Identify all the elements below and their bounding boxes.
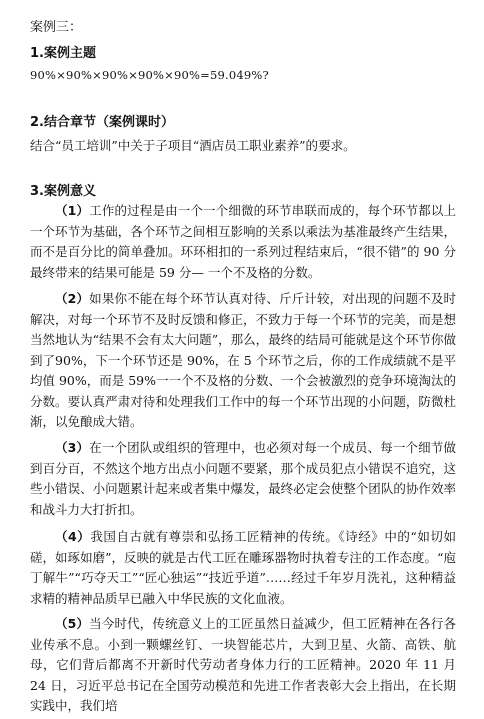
section-heading-chapter: 2.结合章节（案例课时）	[30, 115, 174, 130]
chapter-requirement-text: 结合“员工培训”中关于子项目“酒店员工职业素养”的要求。	[30, 138, 356, 153]
section-heading-theme: 1.案例主题	[30, 46, 96, 61]
paragraph-number: （2）	[55, 291, 90, 306]
paragraph-number: （5）	[55, 616, 90, 631]
formula-text: 90%×90%×90%×90%×90%=59.049%?	[30, 68, 269, 82]
paragraph-text: 我国自古就有尊崇和弘扬工匠精神的传统。《诗经》中的“如切如磋，如琢如磨”，反映的就是古代工匠在雕琢器物时执着专注的工作态度。“庖丁解牛”“巧夺天工”“匠心独运”“技近乎道”……经过千年岁月洗礼，这种精益求精的精神品质早已融入中华民族的文化血液。	[30, 529, 456, 606]
case-title: 案例三：	[30, 20, 83, 35]
paragraph-1	[30, 201, 456, 283]
paragraph-text: 如果你不能在每个环节认真对待、斤斤计较，对出现的问题不及时解决，对每一个环节不及时反馈和修正，不致力于每一个环节的完美，而是想当然地认为“结果不会有太大问题”，那么，最终的结局可能就是这个环节你做到了90%，下一个环节还是 90%，在 5 个环节之后，你的工作成绩就不是平均值 90%，而是 59%一一个不及格的分数、一个会被激烈的竞争环境淘汰的分数。要认真严肃对待和处理我们工作中的每一个环节出现的小问题，防微杜渐，以免酿成大错。	[30, 291, 457, 429]
paragraph-4	[30, 527, 456, 609]
paragraph-text: 在一个团队或组织的管理中，也必须对每一个成员、每一个细节做到百分百，不然这个地方出点小问题不要紧，那个成员犯点小错误不追究，这些小错误、小问题累计起来或者集中爆发，最终必定会使整个团队的协作效率和战斗力大打折扣。	[30, 440, 456, 517]
paragraph-number: （3）	[55, 440, 90, 455]
paragraph-number: （1）	[55, 203, 90, 218]
section-heading-significance: 3.案例意义	[30, 184, 96, 199]
paragraph-2	[30, 289, 456, 433]
paragraph-text: 工作的过程是由一个一个细微的环节串联而成的，每个环节都以上一个环节为基础，各个环节之间相互影响的关系以乘法为基准最终产生结果，而不是百分比的简单叠加。环环相扣的一系列过程结束后，“很不错”的 90 分最终带来的结果可能是 59 分— 一个不及格的分数。	[30, 203, 456, 280]
paragraph-3	[30, 438, 456, 520]
paragraph-5	[30, 614, 456, 717]
paragraph-number: （4）	[55, 529, 91, 544]
paragraph-text: 当今时代，传统意义上的工匠虽然日益减少，但工匠精神在各行各业传承不息。小到一颗螺丝钉、一块智能芯片，大到卫星、火箭、高铁、航母，它们背后都离不开新时代劳动者身体力行的工匠精神。2020 年 11 月 24 日，习近平总书记在全国劳动模范和先进工作者表彰大会上指出，在长期实践中，我们培	[30, 616, 456, 713]
